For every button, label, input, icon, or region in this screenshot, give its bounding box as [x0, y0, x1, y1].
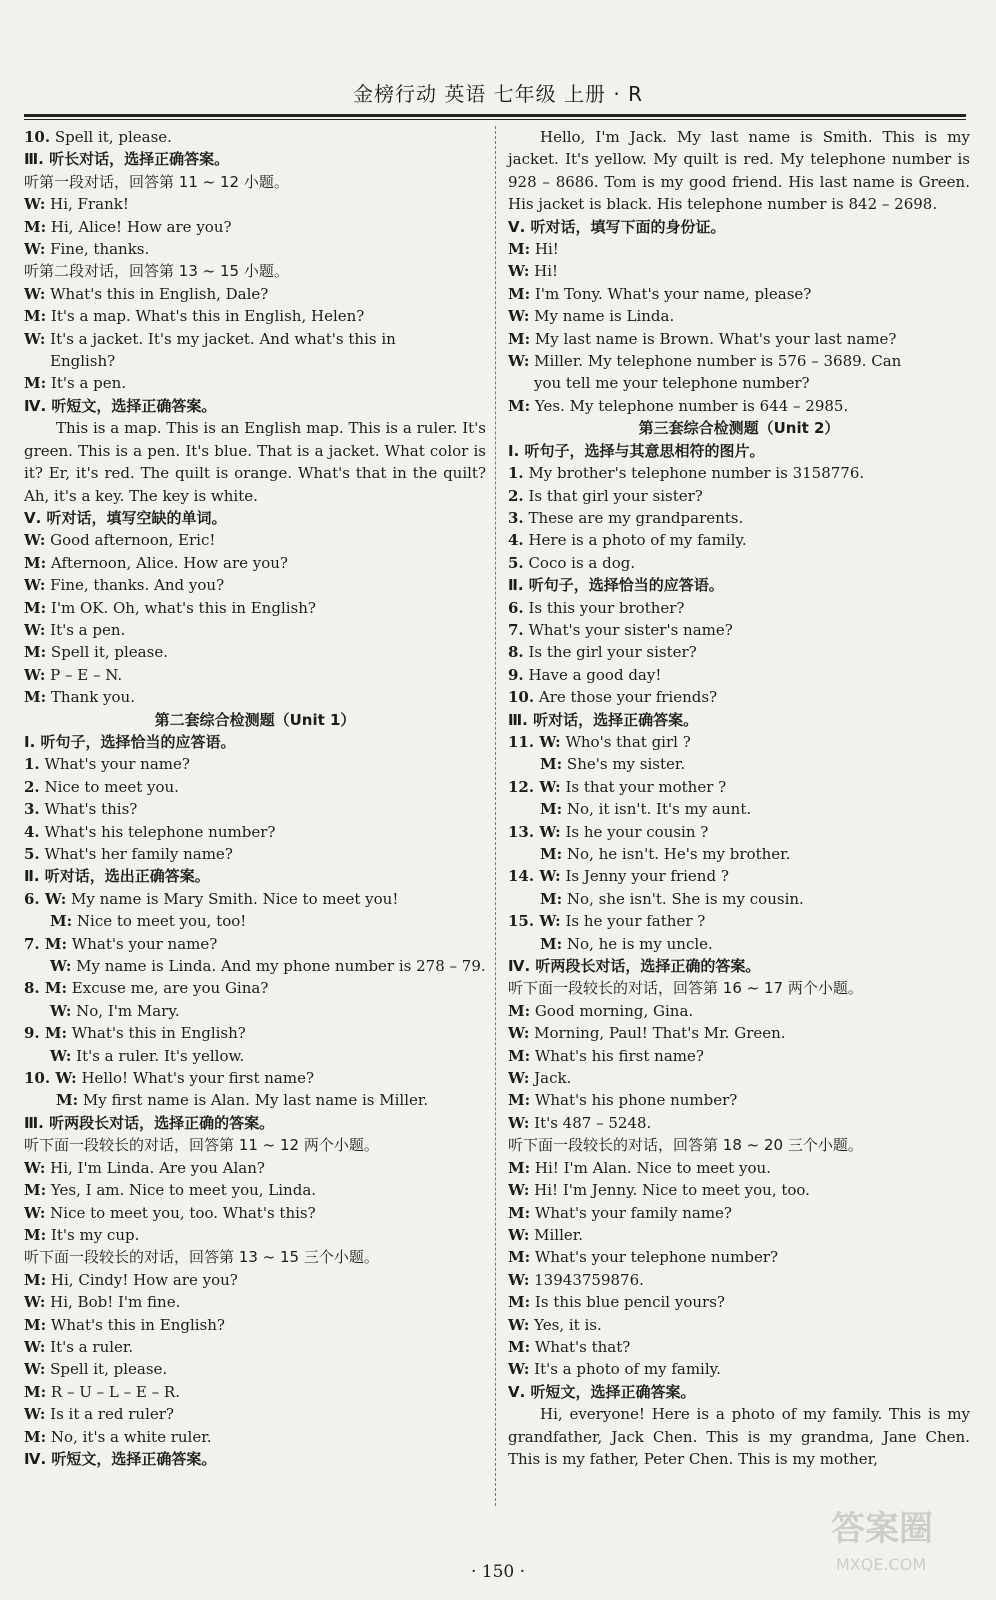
- section-heading: Ⅳ. 听两段长对话，选择正确的答案。: [508, 957, 761, 976]
- section-heading: Ⅳ. 听短文，选择正确答案。: [24, 1449, 217, 1468]
- section-heading: Ⅲ. 听两段长对话，选择正确的答案。: [24, 1113, 275, 1132]
- instruction-line: 听下面一段较长的对话，回答第 16 ~ 17 两个小题。: [508, 979, 863, 998]
- text-line: M: I'm OK. Oh, what's this in English?: [24, 598, 316, 617]
- text-line: M: What's this in English?: [24, 1315, 225, 1334]
- text-line: M: No, he is my uncle.: [540, 934, 713, 953]
- text-line: 7. M: What's your name?: [24, 934, 218, 953]
- header-rule: [24, 114, 966, 117]
- text-line: 1. My brother's telephone number is 3158776.: [508, 464, 865, 483]
- text-line: W: Fine, thanks.: [24, 240, 150, 259]
- text-line: 11. W: Who's that girl ?: [508, 732, 691, 751]
- text-line: W: What's this in English, Dale?: [24, 284, 269, 303]
- text-line: 1. What's your name?: [24, 755, 190, 774]
- text-line: W: Miller. My telephone number is 576 – 3689. Can: [508, 352, 902, 371]
- section-heading: Ⅱ. 听对话，选出正确答案。: [24, 867, 210, 886]
- svg-text:答案圈: 答案圈: [831, 1509, 933, 1549]
- text-line: 14. W: Is Jenny your friend ?: [508, 867, 729, 886]
- passage-paragraph: Hi, everyone! Here is a photo of my family. This is my grandfather, Jack Chen. This is my grandma, Jane Chen. This is my father, Peter Chen. This is my mother,: [508, 1405, 970, 1468]
- text-line: W: Good afternoon, Eric!: [24, 531, 216, 550]
- text-line: M: My first name is Alan. My last name is Miller.: [56, 1091, 429, 1110]
- text-line: W: Fine, thanks. And you?: [24, 576, 225, 595]
- right-column: [508, 126, 970, 1470]
- text-line: 9. Have a good day!: [508, 665, 662, 684]
- text-line: 2. Nice to meet you.: [24, 777, 179, 796]
- text-line: M: Hi!: [508, 240, 559, 259]
- text-line: W: 13943759876.: [508, 1270, 644, 1289]
- text-line: M: She's my sister.: [540, 755, 686, 774]
- text-line: 6. Is this your brother?: [508, 598, 685, 617]
- text-line: W: It's 487 – 5248.: [508, 1113, 652, 1132]
- text-line: M: I'm Tony. What's your name, please?: [508, 284, 812, 303]
- text-line: M: Spell it, please.: [24, 643, 168, 662]
- svg-text:MXQE.COM: MXQE.COM: [836, 1555, 927, 1574]
- instruction-line: 听下面一段较长的对话，回答第 18 ~ 20 三个小题。: [508, 1136, 863, 1155]
- text-line: M: No, she isn't. She is my cousin.: [540, 889, 804, 908]
- text-line: M: Afternoon, Alice. How are you?: [24, 553, 288, 572]
- instruction-line: 听第二段对话，回答第 13 ~ 15 小题。: [24, 262, 289, 281]
- text-line: M: My last name is Brown. What's your last name?: [508, 329, 897, 348]
- section-heading: Ⅴ. 听对话，填写下面的身份证。: [508, 217, 726, 236]
- text-line: 7. What's your sister's name?: [508, 620, 733, 639]
- text-line: W: Hi! I'm Jenny. Nice to meet you, too.: [508, 1181, 810, 1200]
- text-line: 15. W: Is he your father ?: [508, 912, 706, 931]
- text-line: you tell me your telephone number?: [534, 374, 810, 393]
- text-line: W: P – E – N.: [24, 665, 123, 684]
- column-divider: [495, 126, 496, 1506]
- text-line: M: What's your family name?: [508, 1203, 732, 1222]
- text-line: 10. W: Hello! What's your first name?: [24, 1069, 314, 1088]
- instruction-line: 听第一段对话，回答第 11 ~ 12 小题。: [24, 172, 289, 191]
- passage-paragraph: This is a map. This is an English map. This is a ruler. It's green. This is a pen. It's blue. That is a jacket. What color is it? Er, it's red. The quilt is orange. What's that in the quilt? Ah, it's a key. The key is white.: [24, 419, 486, 505]
- text-line: 8. M: Excuse me, are you Gina?: [24, 979, 269, 998]
- text-line: W: It's a ruler.: [24, 1337, 134, 1356]
- text-line: M: R – U – L – E – R.: [24, 1382, 180, 1401]
- instruction-line: 听下面一段较长的对话，回答第 11 ~ 12 两个小题。: [24, 1136, 379, 1155]
- text-line: W: Jack.: [508, 1069, 572, 1088]
- text-line: W: Hi, Frank!: [24, 195, 129, 214]
- text-line: W: Hi!: [508, 262, 559, 281]
- page-number: · 150 ·: [470, 1562, 526, 1582]
- text-line: M: Good morning, Gina.: [508, 1001, 694, 1020]
- text-line: W: Nice to meet you, too. What's this?: [24, 1203, 316, 1222]
- section-heading: Ⅲ. 听长对话，选择正确答案。: [24, 150, 230, 169]
- text-line: M: Nice to meet you, too!: [50, 912, 247, 931]
- text-line: 5. Coco is a dog.: [508, 553, 636, 572]
- text-line: 6. W: My name is Mary Smith. Nice to meet you!: [24, 889, 399, 908]
- text-line: M: Hi! I'm Alan. Nice to meet you.: [508, 1158, 771, 1177]
- text-line: M: It's a pen.: [24, 374, 127, 393]
- text-line: 8. Is the girl your sister?: [508, 643, 697, 662]
- header-rule-thin: [24, 119, 966, 120]
- text-line: 3. These are my grandparents.: [508, 508, 744, 527]
- text-line: 12. W: Is that your mother ?: [508, 777, 727, 796]
- text-line: M: Is this blue pencil yours?: [508, 1293, 725, 1312]
- section-heading: 第二套综合检测题（Unit 1）: [154, 710, 356, 729]
- text-line: W: It's a pen.: [24, 620, 126, 639]
- text-line: W: Hi, Bob! I'm fine.: [24, 1293, 181, 1312]
- text-line: M: It's my cup.: [24, 1225, 140, 1244]
- text-line: M: Hi, Alice! How are you?: [24, 217, 232, 236]
- text-line: M: What's that?: [508, 1337, 631, 1356]
- section-heading: Ⅰ. 听句子，选择恰当的应答语。: [24, 732, 236, 751]
- text-line: 9. M: What's this in English?: [24, 1024, 246, 1043]
- section-heading: Ⅱ. 听句子，选择恰当的应答语。: [508, 576, 724, 595]
- section-heading: Ⅳ. 听短文，选择正确答案。: [24, 396, 217, 415]
- text-line: 4. What's his telephone number?: [24, 822, 276, 841]
- text-line: English?: [50, 352, 116, 371]
- text-line: M: Yes, I am. Nice to meet you, Linda.: [24, 1181, 317, 1200]
- text-line: M: Thank you.: [24, 688, 135, 707]
- section-heading: Ⅴ. 听对话，填写空缺的单词。: [24, 508, 227, 527]
- instruction-line: 听下面一段较长的对话，回答第 13 ~ 15 三个小题。: [24, 1248, 379, 1267]
- section-heading: Ⅰ. 听句子，选择与其意思相符的图片。: [508, 441, 765, 460]
- text-line: W: Spell it, please.: [24, 1360, 168, 1379]
- text-line: M: No, it's a white ruler.: [24, 1427, 212, 1446]
- section-heading: Ⅲ. 听对话，选择正确答案。: [508, 710, 699, 729]
- text-line: W: No, I'm Mary.: [50, 1001, 180, 1020]
- text-line: 3. What's this?: [24, 800, 138, 819]
- text-line: M: What's your telephone number?: [508, 1248, 779, 1267]
- page-header: 金榜行动 英语 七年级 上册 · R: [352, 82, 644, 106]
- text-line: M: Hi, Cindy! How are you?: [24, 1270, 238, 1289]
- text-line: W: My name is Linda.: [508, 307, 675, 326]
- text-line: W: It's a jacket. It's my jacket. And what's this in: [24, 329, 396, 348]
- text-line: 13. W: Is he your cousin ?: [508, 822, 709, 841]
- text-line: M: No, he isn't. He's my brother.: [540, 845, 791, 863]
- section-heading: 第三套综合检测题（Unit 2）: [638, 419, 840, 438]
- text-line: M: What's his phone number?: [508, 1091, 738, 1110]
- text-line: 10. Spell it, please.: [24, 128, 172, 146]
- text-line: W: Yes, it is.: [508, 1315, 602, 1334]
- text-line: M: It's a map. What's this in English, Helen?: [24, 307, 365, 326]
- text-line: W: Hi, I'm Linda. Are you Alan?: [24, 1158, 265, 1177]
- text-line: W: It's a photo of my family.: [508, 1360, 721, 1379]
- text-line: W: My name is Linda. And my phone number is 278 – 79.: [50, 957, 486, 976]
- passage-paragraph: Hello, I'm Jack. My last name is Smith. This is my jacket. It's yellow. My quilt is red. My telephone number is 928 – 8686. Tom is my good friend. His last name is Green. His jacket is black. His telephone number is 842 – 2698.: [508, 128, 970, 214]
- text-line: 2. Is that girl your sister?: [508, 486, 703, 505]
- text-line: W: Miller.: [508, 1225, 584, 1244]
- left-column: [24, 126, 486, 1470]
- section-heading: Ⅴ. 听短文，选择正确答案。: [508, 1382, 696, 1401]
- text-line: M: Yes. My telephone number is 644 – 2985.: [508, 396, 849, 415]
- text-line: M: No, it isn't. It's my aunt.: [540, 800, 752, 819]
- text-line: 4. Here is a photo of my family.: [508, 531, 747, 550]
- text-line: W: Is it a red ruler?: [24, 1405, 174, 1424]
- text-line: M: What's his first name?: [508, 1046, 704, 1065]
- watermark-logo: [826, 1500, 956, 1580]
- text-line: 5. What's her family name?: [24, 845, 233, 863]
- text-line: W: Morning, Paul! That's Mr. Green.: [508, 1024, 786, 1043]
- text-line: 10. Are those your friends?: [508, 688, 718, 707]
- text-line: W: It's a ruler. It's yellow.: [50, 1046, 245, 1065]
